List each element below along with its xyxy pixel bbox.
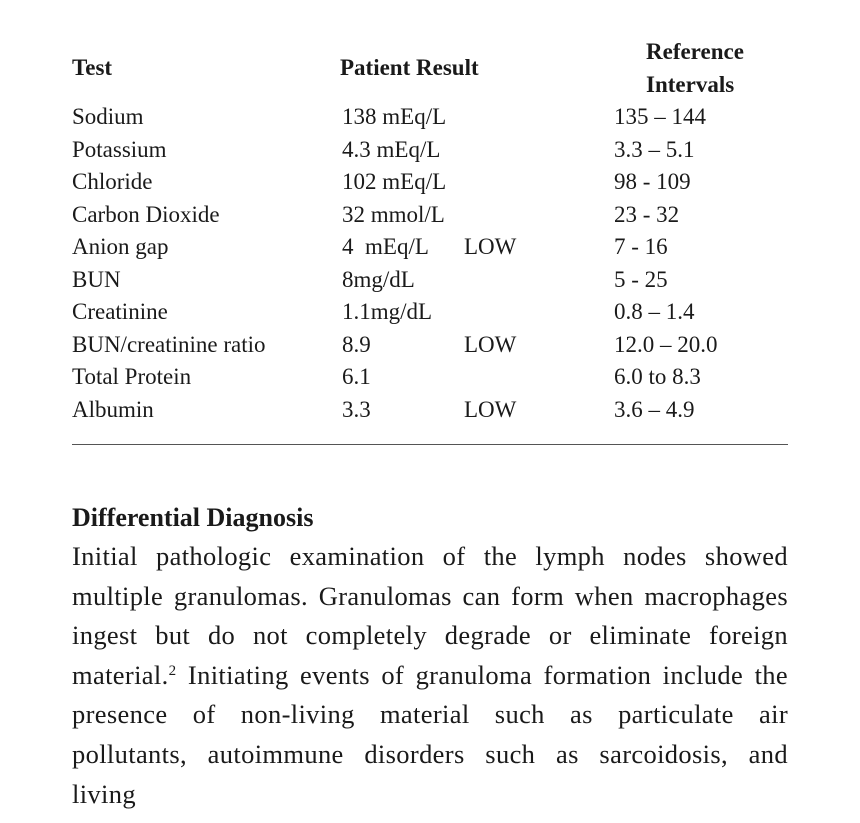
patient-result: 1.1mg/dL: [342, 299, 433, 324]
table-header-row: [72, 36, 788, 101]
result-flag: [464, 296, 612, 329]
test-name: BUN: [72, 266, 121, 292]
test-name: Chloride: [72, 169, 153, 194]
table-row: [72, 264, 788, 297]
patient-result: 8.9: [342, 331, 371, 357]
table-bottom-rule: [72, 444, 788, 445]
reference-interval: 5 - 25: [614, 266, 668, 292]
result-flag: [464, 166, 612, 199]
result-flag: LOW: [464, 331, 517, 357]
patient-result: 32 mmol/L: [342, 201, 445, 227]
table-row: [72, 394, 788, 427]
header-reference-intervals: Reference Intervals: [646, 39, 744, 97]
table-row: [72, 166, 788, 199]
test-name: Potassium: [72, 136, 167, 162]
result-flag: LOW: [464, 396, 517, 422]
patient-result: 138 mEq/L: [342, 104, 447, 129]
patient-result: 8mg/dL: [342, 266, 415, 292]
result-flag: [464, 101, 612, 134]
test-name: BUN/creatinine ratio: [72, 331, 266, 357]
table-row: [72, 199, 788, 232]
test-name: Carbon Dioxide: [72, 201, 220, 227]
reference-interval: 0.8 – 1.4: [614, 299, 695, 324]
result-flag: [464, 134, 612, 167]
test-name: Creatinine: [72, 299, 168, 324]
result-flag: [464, 199, 612, 232]
patient-result: 4.3 mEq/L: [342, 136, 441, 162]
patient-result: 4 mEq/L: [342, 234, 429, 259]
header-test: Test: [72, 55, 113, 81]
result-flag: LOW: [464, 234, 517, 259]
table-row: [72, 231, 788, 264]
body-paragraph: [72, 537, 788, 814]
test-name: Anion gap: [72, 234, 169, 259]
table-row: [72, 329, 788, 362]
reference-interval: 3.3 – 5.1: [614, 136, 695, 162]
reference-interval: 6.0 to 8.3: [614, 364, 701, 389]
patient-result: 102 mEq/L: [342, 169, 447, 194]
header-patient-result: Patient Result: [340, 55, 479, 81]
document-page: [72, 36, 788, 814]
table-row: [72, 134, 788, 167]
reference-interval: 23 - 32: [614, 201, 680, 227]
test-name: Sodium: [72, 104, 144, 129]
result-flag: [464, 361, 612, 394]
table-row: [72, 296, 788, 329]
lab-rows: [72, 101, 788, 426]
result-flag: [464, 264, 612, 297]
reference-interval: 3.6 – 4.9: [614, 396, 695, 422]
patient-result: 6.1: [342, 364, 371, 389]
lab-results-table: [72, 36, 788, 426]
paragraph-text-part-2: Initiating events of granuloma formation include the presence of non-living material such as particulate air pollutants, autoimmune disorders such as sarcoidosis, and living: [72, 659, 788, 809]
table-row: [72, 361, 788, 394]
test-name: Albumin: [72, 396, 154, 422]
paragraph-text-part-1: Initial pathologic examination of the lymph nodes showed multiple granulomas. Granulomas can form when macrophages ingest but do not completely degrade or eliminate foreign material.: [72, 541, 788, 690]
citation-superscript: 2: [168, 662, 177, 679]
reference-interval: 98 - 109: [614, 169, 691, 194]
section-heading: Differential Diagnosis: [72, 503, 314, 532]
test-name: Total Protein: [72, 364, 192, 389]
table-row: [72, 101, 788, 134]
patient-result: 3.3: [342, 396, 371, 422]
reference-interval: 7 - 16: [614, 234, 668, 259]
reference-interval: 135 – 144: [614, 104, 706, 129]
reference-interval: 12.0 – 20.0: [614, 331, 718, 357]
